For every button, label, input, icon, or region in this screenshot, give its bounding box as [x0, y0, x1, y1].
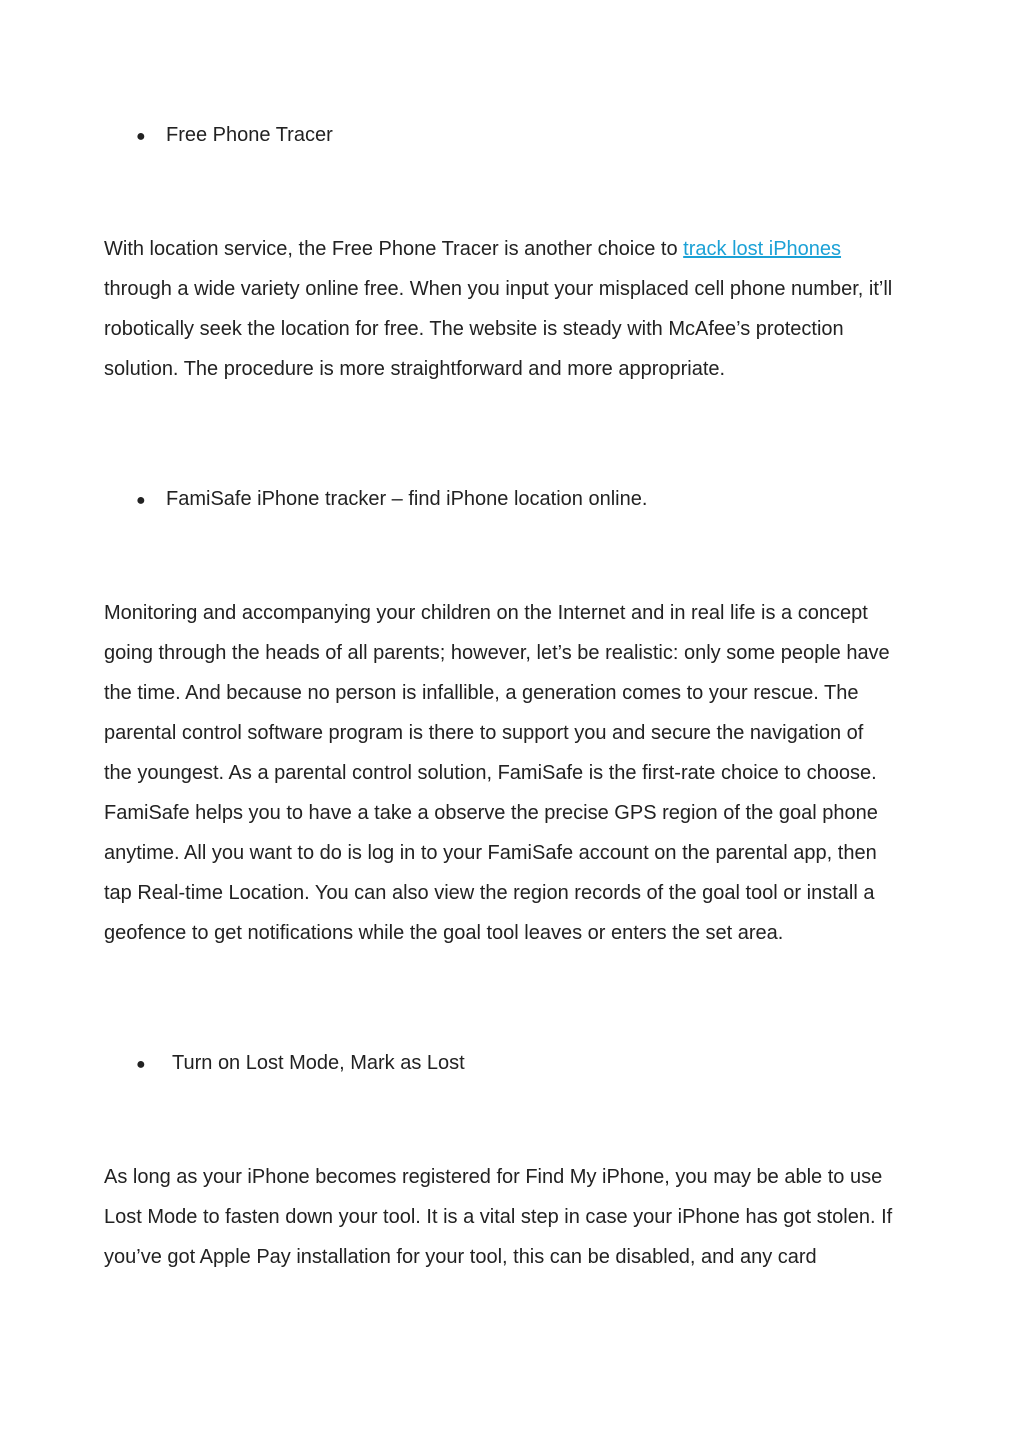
paragraph-line: FamiSafe helps you to have a take a observe the precise GPS region of the goal phone — [104, 802, 878, 824]
paragraph-line: As long as your iPhone becomes registered for Find My iPhone, you may be able to use — [104, 1166, 883, 1188]
paragraph-line: Monitoring and accompanying your children on the Internet and in real life is a concept — [104, 602, 868, 624]
paragraph-lost-mode — [104, 1157, 924, 1277]
track-lost-iphones-link[interactable]: track lost iPhones — [683, 238, 842, 260]
bullet-text: Free Phone Tracer — [166, 124, 333, 146]
bullet-text: FamiSafe iPhone tracker – find iPhone location online. — [166, 488, 648, 510]
bullet-icon: ● — [136, 492, 146, 509]
paragraph-line: geofence to get notifications while the goal tool leaves or enters the set area. — [104, 922, 784, 944]
paragraph-line: anytime. All you want to do is log in to your FamiSafe account on the parental app, then — [104, 842, 877, 864]
paragraph-line: going through the heads of all parents; however, let’s be realistic: only some people have — [104, 642, 890, 664]
paragraph-line: tap Real-time Location. You can also view the region records of the goal tool or install a — [104, 882, 875, 904]
paragraph-line: you’ve got Apple Pay installation for your tool, this can be disabled, and any card — [104, 1246, 817, 1268]
paragraph-line: parental control software program is there to support you and secure the navigation of — [104, 722, 864, 744]
paragraph-line — [104, 229, 924, 269]
paragraph-line: solution. The procedure is more straightforward and more appropriate. — [104, 358, 726, 380]
line-text: With location service, the Free Phone Tracer is another choice to — [104, 238, 684, 260]
bullet-icon: ● — [136, 128, 146, 145]
bullet-item-free-phone-tracer — [136, 121, 333, 151]
bullet-icon: ● — [136, 1056, 146, 1073]
paragraph-line: through a wide variety online free. When you input your misplaced cell phone number, it’ll — [104, 278, 893, 300]
paragraph-line: Lost Mode to fasten down your tool. It is a vital step in case your iPhone has got stolen. If — [104, 1206, 893, 1228]
paragraph-line: the time. And because no person is infallible, a generation comes to your rescue. The — [104, 682, 859, 704]
bullet-text: Turn on Lost Mode, Mark as Lost — [172, 1052, 465, 1074]
paragraph-free-phone-tracer — [104, 229, 924, 389]
paragraph-line: the youngest. As a parental control solution, FamiSafe is the first-rate choice to choose. — [104, 762, 877, 784]
bullet-item-famisafe — [136, 485, 647, 515]
paragraph-line: robotically seek the location for free. The website is steady with McAfee’s protection — [104, 318, 844, 340]
paragraph-famisafe — [104, 593, 924, 953]
bullet-item-lost-mode — [136, 1049, 465, 1079]
